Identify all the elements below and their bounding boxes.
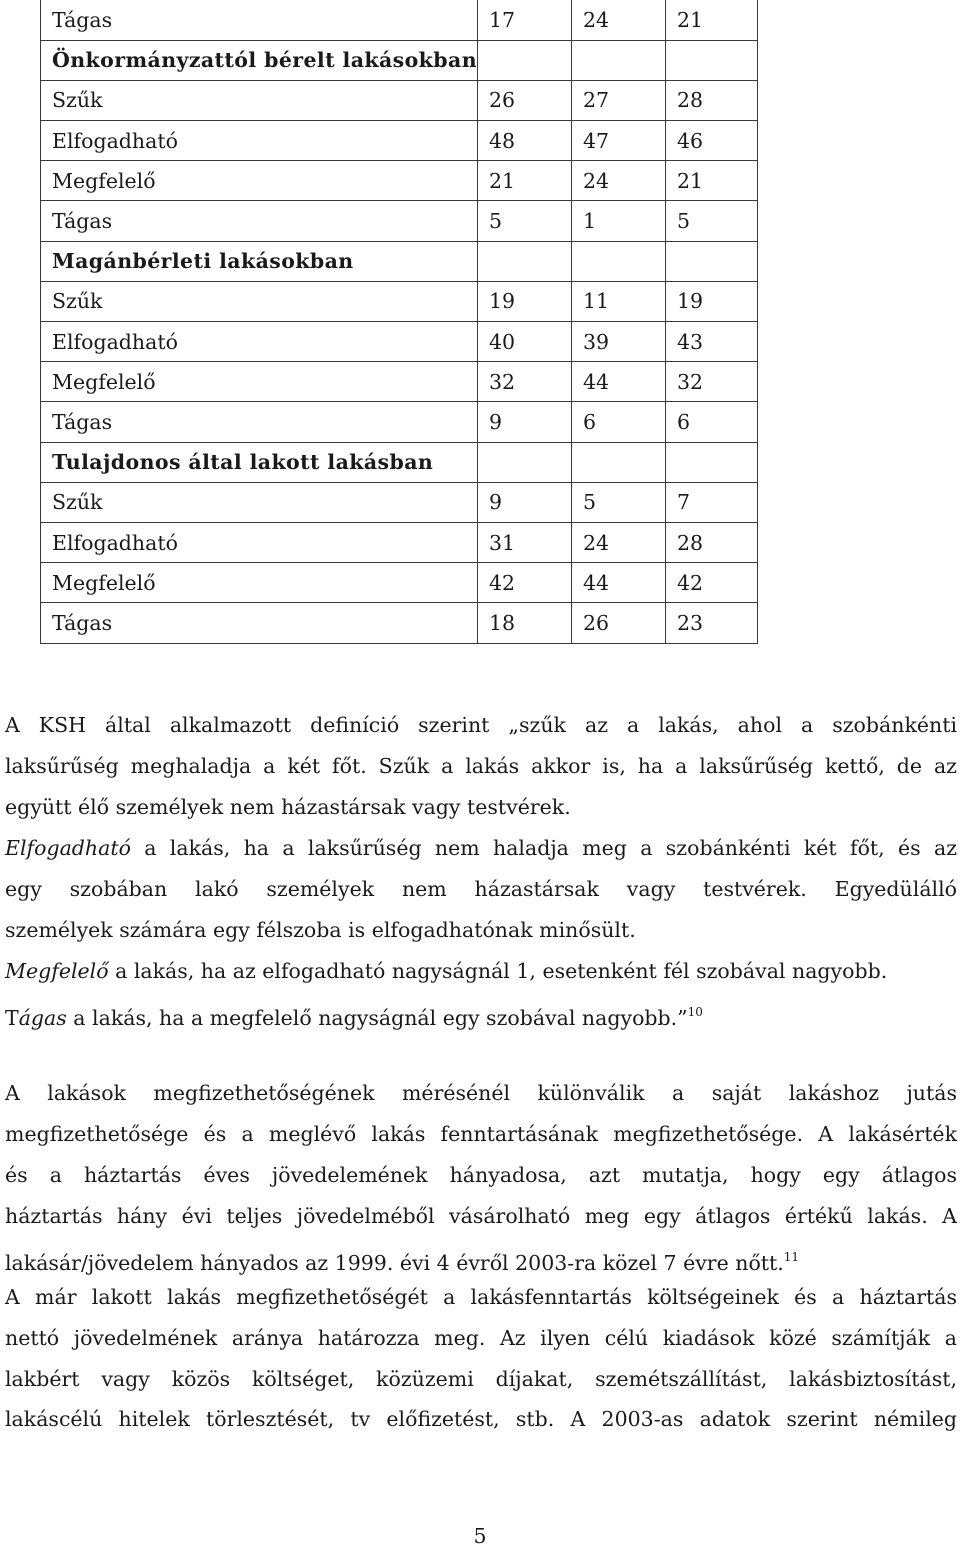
- paragraph-line-5: [5, 1245, 957, 1275]
- value-cell: 40: [478, 322, 572, 362]
- paragraph-line-2: [5, 1122, 957, 1146]
- value-cell: 5: [478, 201, 572, 241]
- row-label: Megfelelő: [41, 563, 478, 603]
- value-cell: 18: [478, 603, 572, 643]
- table-row: [41, 402, 758, 442]
- housing-density-table: [40, 0, 758, 644]
- value-cell: 32: [478, 362, 572, 402]
- table-row: [41, 322, 758, 362]
- value-cell: 5: [572, 482, 666, 522]
- definition-line-2: [5, 754, 957, 778]
- section-heading: Tulajdonos által lakott lakásban: [41, 442, 478, 482]
- paragraph-line-9: [5, 1407, 957, 1431]
- value-cell: 26: [572, 603, 666, 643]
- row-label: Megfelelő: [41, 362, 478, 402]
- empty-cell: [572, 241, 666, 281]
- table-row: [41, 121, 758, 161]
- paragraph-line-7: [5, 1326, 957, 1350]
- table-row: [41, 603, 758, 643]
- paragraph-text: lakáscélú hitelek törlesztését, tv előfizetést, stb. A 2003-as adatok szerint némileg: [5, 1407, 957, 1431]
- value-cell: 42: [666, 563, 758, 603]
- empty-cell: [666, 241, 758, 281]
- row-label: Elfogadható: [41, 522, 478, 562]
- row-label: Megfelelő: [41, 161, 478, 201]
- empty-cell: [478, 241, 572, 281]
- table-section-row: [41, 241, 758, 281]
- value-cell: 19: [666, 281, 758, 321]
- value-cell: 31: [478, 522, 572, 562]
- term-tagas-initial: T: [5, 1006, 19, 1030]
- paragraph-line-1: [5, 1081, 957, 1105]
- value-cell: 46: [666, 121, 758, 161]
- row-label: Tágas: [41, 201, 478, 241]
- value-cell: 21: [666, 0, 758, 40]
- empty-cell: [478, 40, 572, 80]
- table-row: [41, 80, 758, 120]
- value-cell: 1: [572, 201, 666, 241]
- paragraph-text: nettó jövedelmének aránya határozza meg. Az ilyen célú kiadások közé számítják a: [5, 1326, 957, 1350]
- table-row: [41, 281, 758, 321]
- row-label: Szűk: [41, 482, 478, 522]
- row-label: Szűk: [41, 281, 478, 321]
- empty-cell: [572, 40, 666, 80]
- table-section-row: [41, 40, 758, 80]
- value-cell: 28: [666, 80, 758, 120]
- value-cell: 43: [666, 322, 758, 362]
- value-cell: 21: [478, 161, 572, 201]
- definition-line-7: [5, 959, 957, 983]
- paragraph-line-3: [5, 1163, 957, 1187]
- paragraph-text: háztartás hány évi teljes jövedelméből vásárolható meg egy átlagos értékű lakás. A: [5, 1204, 957, 1228]
- value-cell: 44: [572, 563, 666, 603]
- value-cell: 24: [572, 0, 666, 40]
- definition-text: egy szobában lakó személyek nem házastársak vagy testvérek. Egyedülálló: [5, 877, 957, 901]
- table-row: [41, 161, 758, 201]
- definition-text: személyek számára egy félszoba is elfogadhatónak minősült.: [5, 918, 636, 942]
- paragraph-text: és a háztartás éves jövedelemének hányadosa, azt mutatja, hogy egy átlagos: [5, 1163, 957, 1187]
- definition-text: A KSH által alkalmazott definíció szerint „szűk az a lakás, ahol a szobánkénti: [5, 713, 957, 737]
- value-cell: 27: [572, 80, 666, 120]
- definition-line-4: [5, 836, 957, 860]
- section-heading: Magánbérleti lakásokban: [41, 241, 478, 281]
- footnote-ref-10: 10: [687, 1005, 703, 1019]
- table-row: [41, 482, 758, 522]
- value-cell: 21: [666, 161, 758, 201]
- value-cell: 6: [572, 402, 666, 442]
- value-cell: 6: [666, 402, 758, 442]
- paragraph-line-6: [5, 1285, 957, 1309]
- row-label: Szűk: [41, 80, 478, 120]
- value-cell: 28: [666, 522, 758, 562]
- value-cell: 23: [666, 603, 758, 643]
- value-cell: 7: [666, 482, 758, 522]
- table-body: [41, 0, 758, 643]
- definition-text: a lakás, ha a megfelelő nagyságnál egy szobával nagyobb.”: [66, 1006, 688, 1030]
- table-row: [41, 201, 758, 241]
- value-cell: 17: [478, 0, 572, 40]
- page-number: 5: [473, 1524, 487, 1548]
- definition-text: együtt élő személyek nem házastársak vagy testvérek.: [5, 795, 571, 819]
- footnote-ref-11: 11: [783, 1250, 800, 1264]
- value-cell: 42: [478, 563, 572, 603]
- definition-text: a lakás, ha az elfogadható nagyságnál 1, esetenként fél szobával nagyobb.: [108, 959, 888, 983]
- definition-line-3: [5, 795, 957, 819]
- table-row: [41, 0, 758, 40]
- value-cell: 24: [572, 161, 666, 201]
- term-tagas: ágas: [18, 1006, 67, 1030]
- definition-line-5: [5, 877, 957, 901]
- row-label: Elfogadható: [41, 121, 478, 161]
- value-cell: 11: [572, 281, 666, 321]
- value-cell: 5: [666, 201, 758, 241]
- empty-cell: [478, 442, 572, 482]
- definition-line-1: [5, 713, 957, 737]
- value-cell: 48: [478, 121, 572, 161]
- paragraph-text: lakásár/jövedelem hányados az 1999. évi 4 évről 2003-ra közel 7 évre nőtt.: [5, 1251, 784, 1275]
- value-cell: 39: [572, 322, 666, 362]
- value-cell: 26: [478, 80, 572, 120]
- value-cell: 24: [572, 522, 666, 562]
- value-cell: 32: [666, 362, 758, 402]
- row-label: Tágas: [41, 0, 478, 40]
- empty-cell: [572, 442, 666, 482]
- paragraph-line-8: [5, 1367, 957, 1391]
- table-row: [41, 563, 758, 603]
- table-row: [41, 362, 758, 402]
- value-cell: 9: [478, 402, 572, 442]
- paragraph-text: megfizethetősége és a meglévő lakás fenntartásának megfizethetősége. A lakásérték: [5, 1122, 957, 1146]
- row-label: Tágas: [41, 402, 478, 442]
- empty-cell: [666, 40, 758, 80]
- section-heading: Önkormányzattól bérelt lakásokban: [41, 40, 478, 80]
- definition-text: laksűrűség meghaladja a két főt. Szűk a lakás akkor is, ha a laksűrűség kettő, de az: [5, 754, 957, 778]
- table-row: [41, 522, 758, 562]
- table-section-row: [41, 442, 758, 482]
- value-cell: 44: [572, 362, 666, 402]
- paragraph-line-4: [5, 1204, 957, 1228]
- term-megfelelo: Megfelelő: [5, 959, 109, 983]
- empty-cell: [666, 442, 758, 482]
- term-elfogadhato: Elfogadható: [5, 836, 131, 860]
- paragraph-text: lakbért vagy közös költséget, közüzemi díjakat, szemétszállítást, lakásbiztosítást,: [5, 1367, 957, 1391]
- row-label: Elfogadható: [41, 322, 478, 362]
- row-label: Tágas: [41, 603, 478, 643]
- value-cell: 9: [478, 482, 572, 522]
- definition-line-6: [5, 918, 957, 942]
- paragraph-text: A már lakott lakás megfizethetőségét a lakásfenntartás költségeinek és a háztartás: [5, 1285, 957, 1309]
- value-cell: 47: [572, 121, 666, 161]
- definition-line-8: [5, 1000, 957, 1030]
- definition-text: a lakás, ha a laksűrűség nem haladja meg a szobánkénti két főt, és az: [130, 836, 957, 860]
- value-cell: 19: [478, 281, 572, 321]
- paragraph-text: A lakások megfizethetőségének mérésénél különválik a saját lakáshoz jutás: [5, 1081, 957, 1105]
